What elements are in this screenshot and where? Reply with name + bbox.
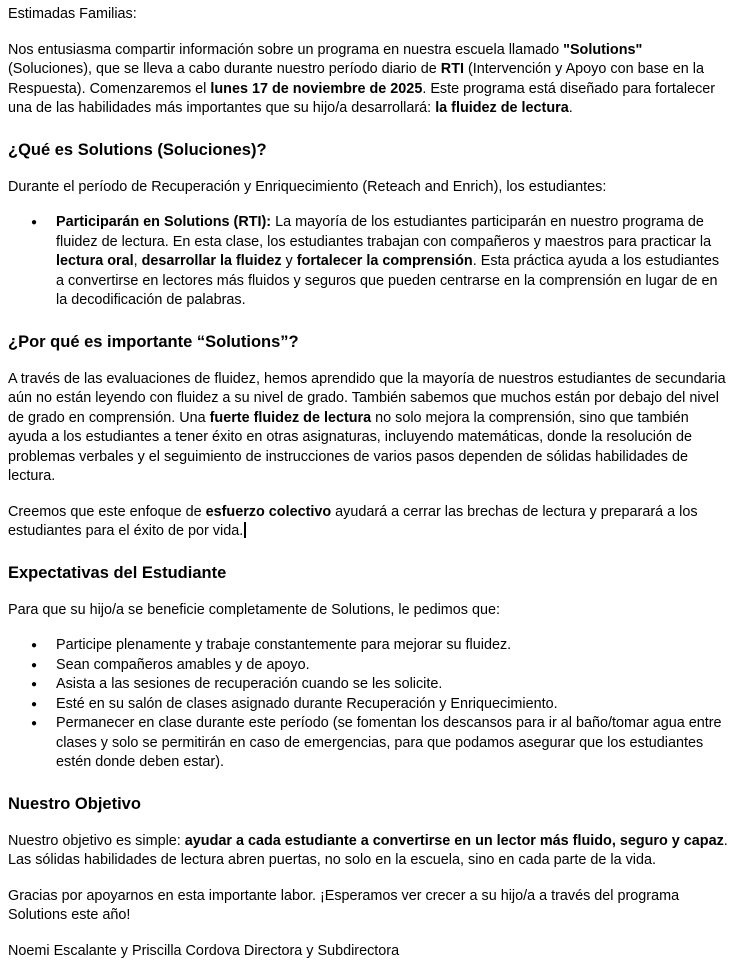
section3-lead: Para que su hijo/a se beneficie completamente de Solutions, le pedimos que: <box>8 601 728 621</box>
list-item: ● Participarán en Solutions (RTI): La mayoría de los estudiantes participarán en nuestro programa de fluidez de lectura. En esta clase, los estudiantes trabajan con compañeros y maestros para practicar la lectura oral, desarrollar la fluidez y fortalecer la comprensión. Esta práctica ayuda a los estudiantes a convertirse en lectores más fluidos y seguros que pueden centrarse en la comprensión en lugar de en la decodificación de palabras. <box>8 213 728 311</box>
section-heading-objective: Nuestro Objetivo <box>8 793 728 815</box>
expectations-list <box>8 636 728 773</box>
section1-lead: Durante el período de Recuperación y Enriquecimiento (Reteach and Enrich), los estudiantes: <box>8 178 728 198</box>
section2-paragraph-1: A través de las evaluaciones de fluidez, hemos aprendido que la mayoría de nuestros estudiantes de secundaria aún no están leyendo con fluidez a su nivel de grado. También sabemos que muchos están por debajo del nivel de grado en comprensión. Una fuerte fluidez de lectura no solo mejora la comprensión, sino que también ayuda a los estudiantes a tener éxito en otras asignaturas, incluyendo matemáticas, donde la resolución de problemas verbales y el seguimiento de instrucciones de varios pasos dependen de sólidas habilidades de lectura. <box>8 370 728 487</box>
intro-paragraph: Nos entusiasma compartir información sobre un programa en nuestra escuela llamado "Solutions" (Soluciones), que se lleva a cabo durante nuestro período diario de RTI (Intervención y Apoyo con base en la Respuesta). Comenzaremos el lunes 17 de noviembre de 2025. Este programa está diseñado para fortalecer una de las habilidades más importantes que su hijo/a desarrollará: la fluidez de lectura. <box>8 41 728 119</box>
list-item: ● Sean compañeros amables y de apoyo. <box>8 656 728 676</box>
list-item: ● Asista a las sesiones de recuperación cuando se les solicite. <box>8 675 728 695</box>
section1-list <box>8 213 728 311</box>
section4-paragraph-1: Nuestro objetivo es simple: ayudar a cada estudiante a convertirse en un lector más fluido, seguro y capaz. Las sólidas habilidades de lectura abren puertas, no solo en la escuela, sino en cada parte de la vida. <box>8 832 728 871</box>
list-item: ● Permanecer en clase durante este período (se fomentan los descansos para ir al baño/tomar agua entre clases y solo se permitirán en caso de emergencias, para que podamos asegurar que los estudiantes estén donde deben estar). <box>8 714 728 773</box>
section-heading-expectations: Expectativas del Estudiante <box>8 562 728 584</box>
section2-paragraph-2: Creemos que este enfoque de esfuerzo colectivo ayudará a cerrar las brechas de lectura y preparará a los estudiantes para el éxito de por vida. <box>8 503 728 542</box>
section4-paragraph-2: Gracias por apoyarnos en esta importante labor. ¡Esperamos ver crecer a su hijo/a a través del programa Solutions este año! <box>8 887 728 926</box>
signature: Noemi Escalante y Priscilla Cordova Directora y Subdirectora <box>8 942 728 961</box>
section-heading-why-important: ¿Por qué es importante “Solutions”? <box>8 331 728 353</box>
text-cursor <box>244 522 246 538</box>
list-item: ● Participe plenamente y trabaje constantemente para mejorar su fluidez. <box>8 636 728 656</box>
list-item: ● Esté en su salón de clases asignado durante Recuperación y Enriquecimiento. <box>8 695 728 715</box>
greeting: Estimadas Familias: <box>8 5 728 25</box>
section-heading-what-is: ¿Qué es Solutions (Soluciones)? <box>8 139 728 161</box>
